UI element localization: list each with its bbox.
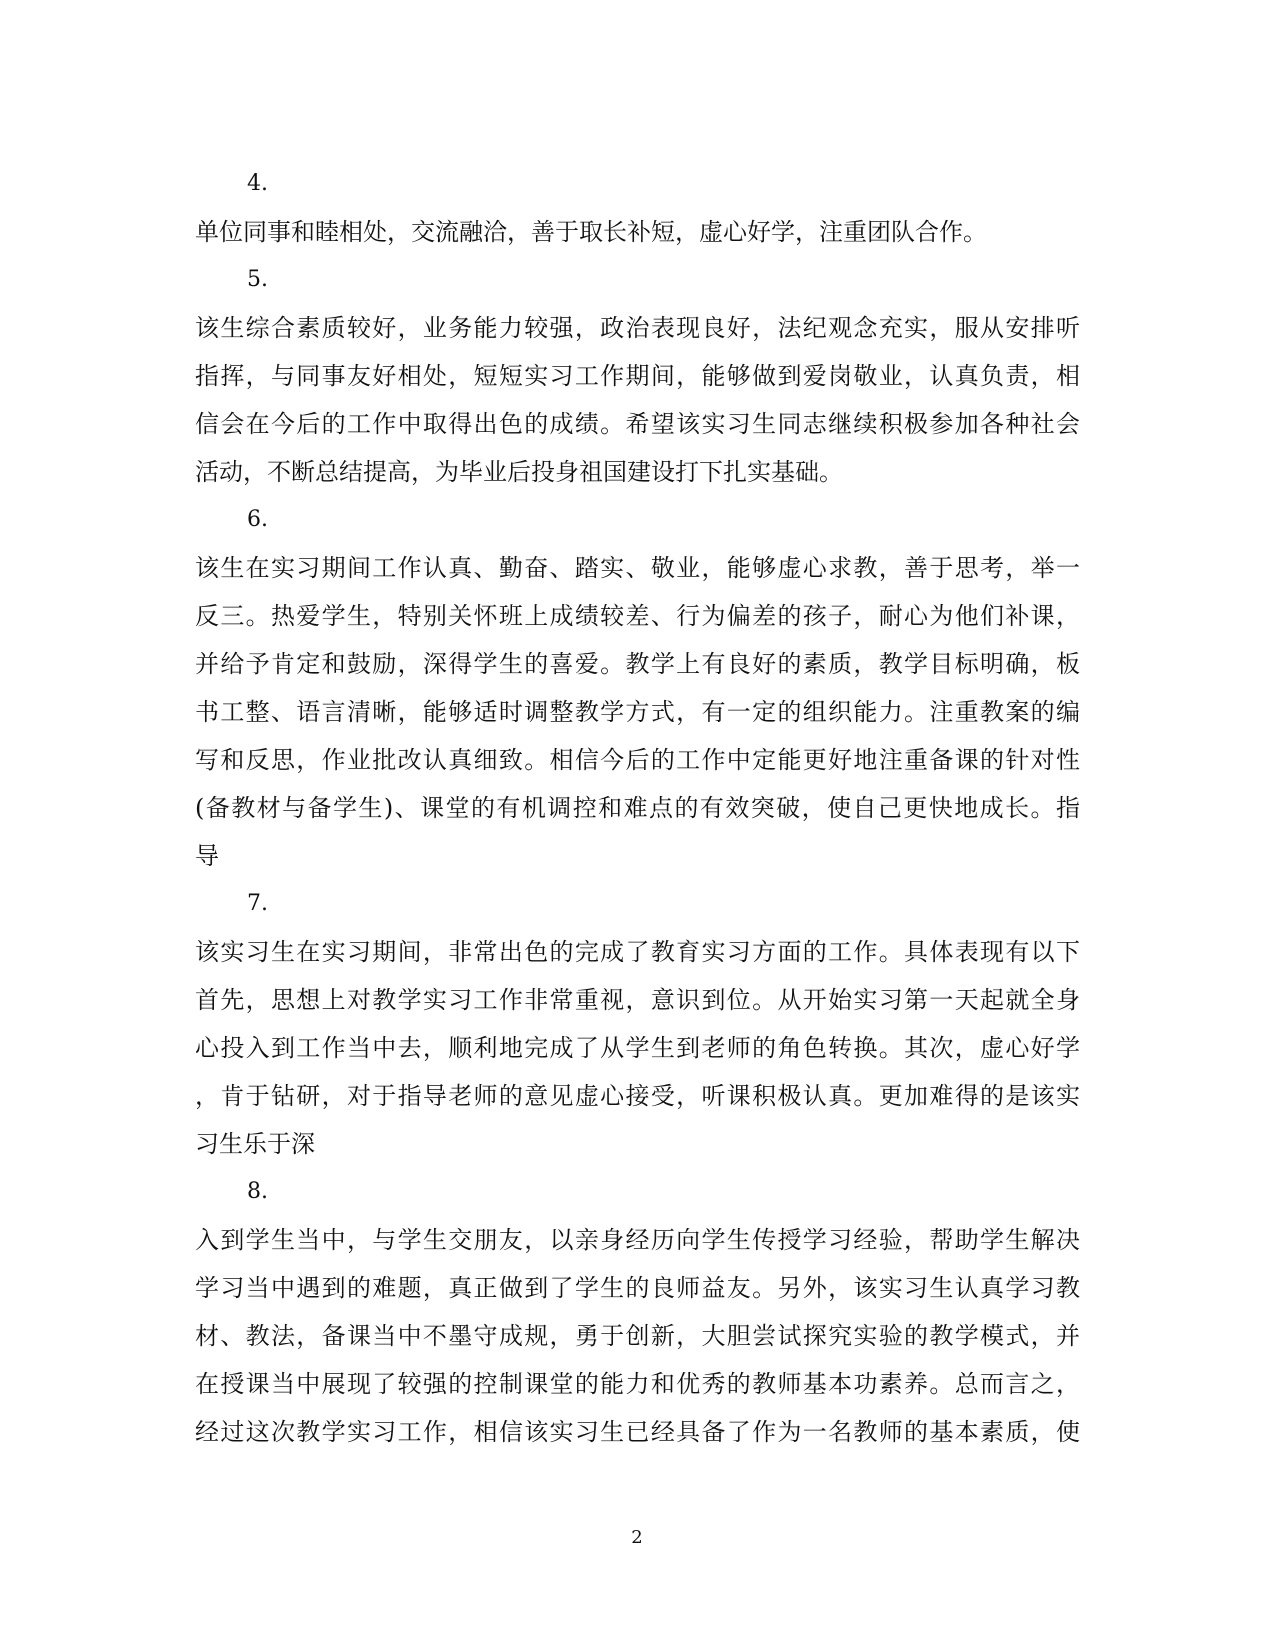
paragraph-line: ，肯于钻研，对于指导老师的意见虚心接受，听课积极认真。更加难得的是该实	[195, 1082, 1080, 1110]
paragraph-line: 材、教法，备课当中不墨守成规，勇于创新，大胆尝试探究实验的教学模式，并	[195, 1322, 1080, 1350]
paragraph-line: 并给予肯定和鼓励，深得学生的喜爱。教学上有良好的素质，教学目标明确，板	[195, 650, 1080, 678]
item-number: 5.	[247, 267, 268, 292]
paragraph-line: 该生综合素质较好，业务能力较强，政治表现良好，法纪观念充实，服从安排听	[195, 314, 1080, 342]
paragraph-line: 心投入到工作当中去，顺利地完成了从学生到老师的角色转换。其次，虚心好学	[195, 1034, 1080, 1062]
paragraph-line: 学习当中遇到的难题，真正做到了学生的良师益友。另外，该实习生认真学习教	[195, 1274, 1080, 1302]
paragraph-line: 经过这次教学实习工作，相信该实习生已经具备了作为一名教师的基本素质，使	[195, 1418, 1080, 1446]
list-item-6	[195, 496, 1080, 880]
paragraph-line: 入到学生当中，与学生交朋友，以亲身经历向学生传授学习经验，帮助学生解决	[195, 1226, 1080, 1254]
paragraph-line: 活动，不断总结提高，为毕业后投身祖国建设打下扎实基础。	[195, 458, 843, 486]
item-number: 7.	[247, 891, 268, 916]
document-body	[195, 160, 1080, 1456]
paragraph-line: 单位同事和睦相处，交流融洽，善于取长补短，虚心好学，注重团队合作。	[195, 218, 987, 246]
paragraph-line: 导	[195, 842, 219, 870]
paragraph-line: 首先，思想上对教学实习工作非常重视，意识到位。从开始实习第一天起就全身	[195, 986, 1080, 1014]
item-number: 8.	[247, 1179, 268, 1204]
list-item-5	[195, 256, 1080, 496]
paragraph-line: 习生乐于深	[195, 1130, 315, 1158]
paragraph-line: 写和反思，作业批改认真细致。相信今后的工作中定能更好地注重备课的针对性	[195, 746, 1080, 774]
list-item-8	[195, 1168, 1080, 1456]
paragraph-line: 反三。热爱学生，特别关怀班上成绩较差、行为偏差的孩子，耐心为他们补课，	[195, 602, 1080, 630]
paragraph-line: 该生在实习期间工作认真、勤奋、踏实、敬业，能够虚心求教，善于思考，举一	[195, 554, 1080, 582]
paragraph-line: 该实习生在实习期间，非常出色的完成了教育实习方面的工作。具体表现有以下	[195, 938, 1080, 966]
paragraph-line: 在授课当中展现了较强的控制课堂的能力和优秀的教师基本功素养。总而言之，	[195, 1370, 1080, 1398]
paragraph-line: 指挥，与同事友好相处，短短实习工作期间，能够做到爱岗敬业，认真负责，相	[195, 362, 1080, 390]
page-number: 2	[631, 1527, 643, 1548]
list-item-4	[195, 160, 1080, 256]
list-item-7	[195, 880, 1080, 1168]
paragraph-line: 信会在今后的工作中取得出色的成绩。希望该实习生同志继续积极参加各种社会	[195, 410, 1080, 438]
paragraph-line: 书工整、语言清晰，能够适时调整教学方式，有一定的组织能力。注重教案的编	[195, 698, 1080, 726]
item-number: 6.	[247, 507, 268, 532]
item-number: 4.	[247, 171, 268, 196]
paragraph-line: (备教材与备学生)、课堂的有机调控和难点的有效突破，使自己更快地成长。指	[195, 794, 1080, 822]
